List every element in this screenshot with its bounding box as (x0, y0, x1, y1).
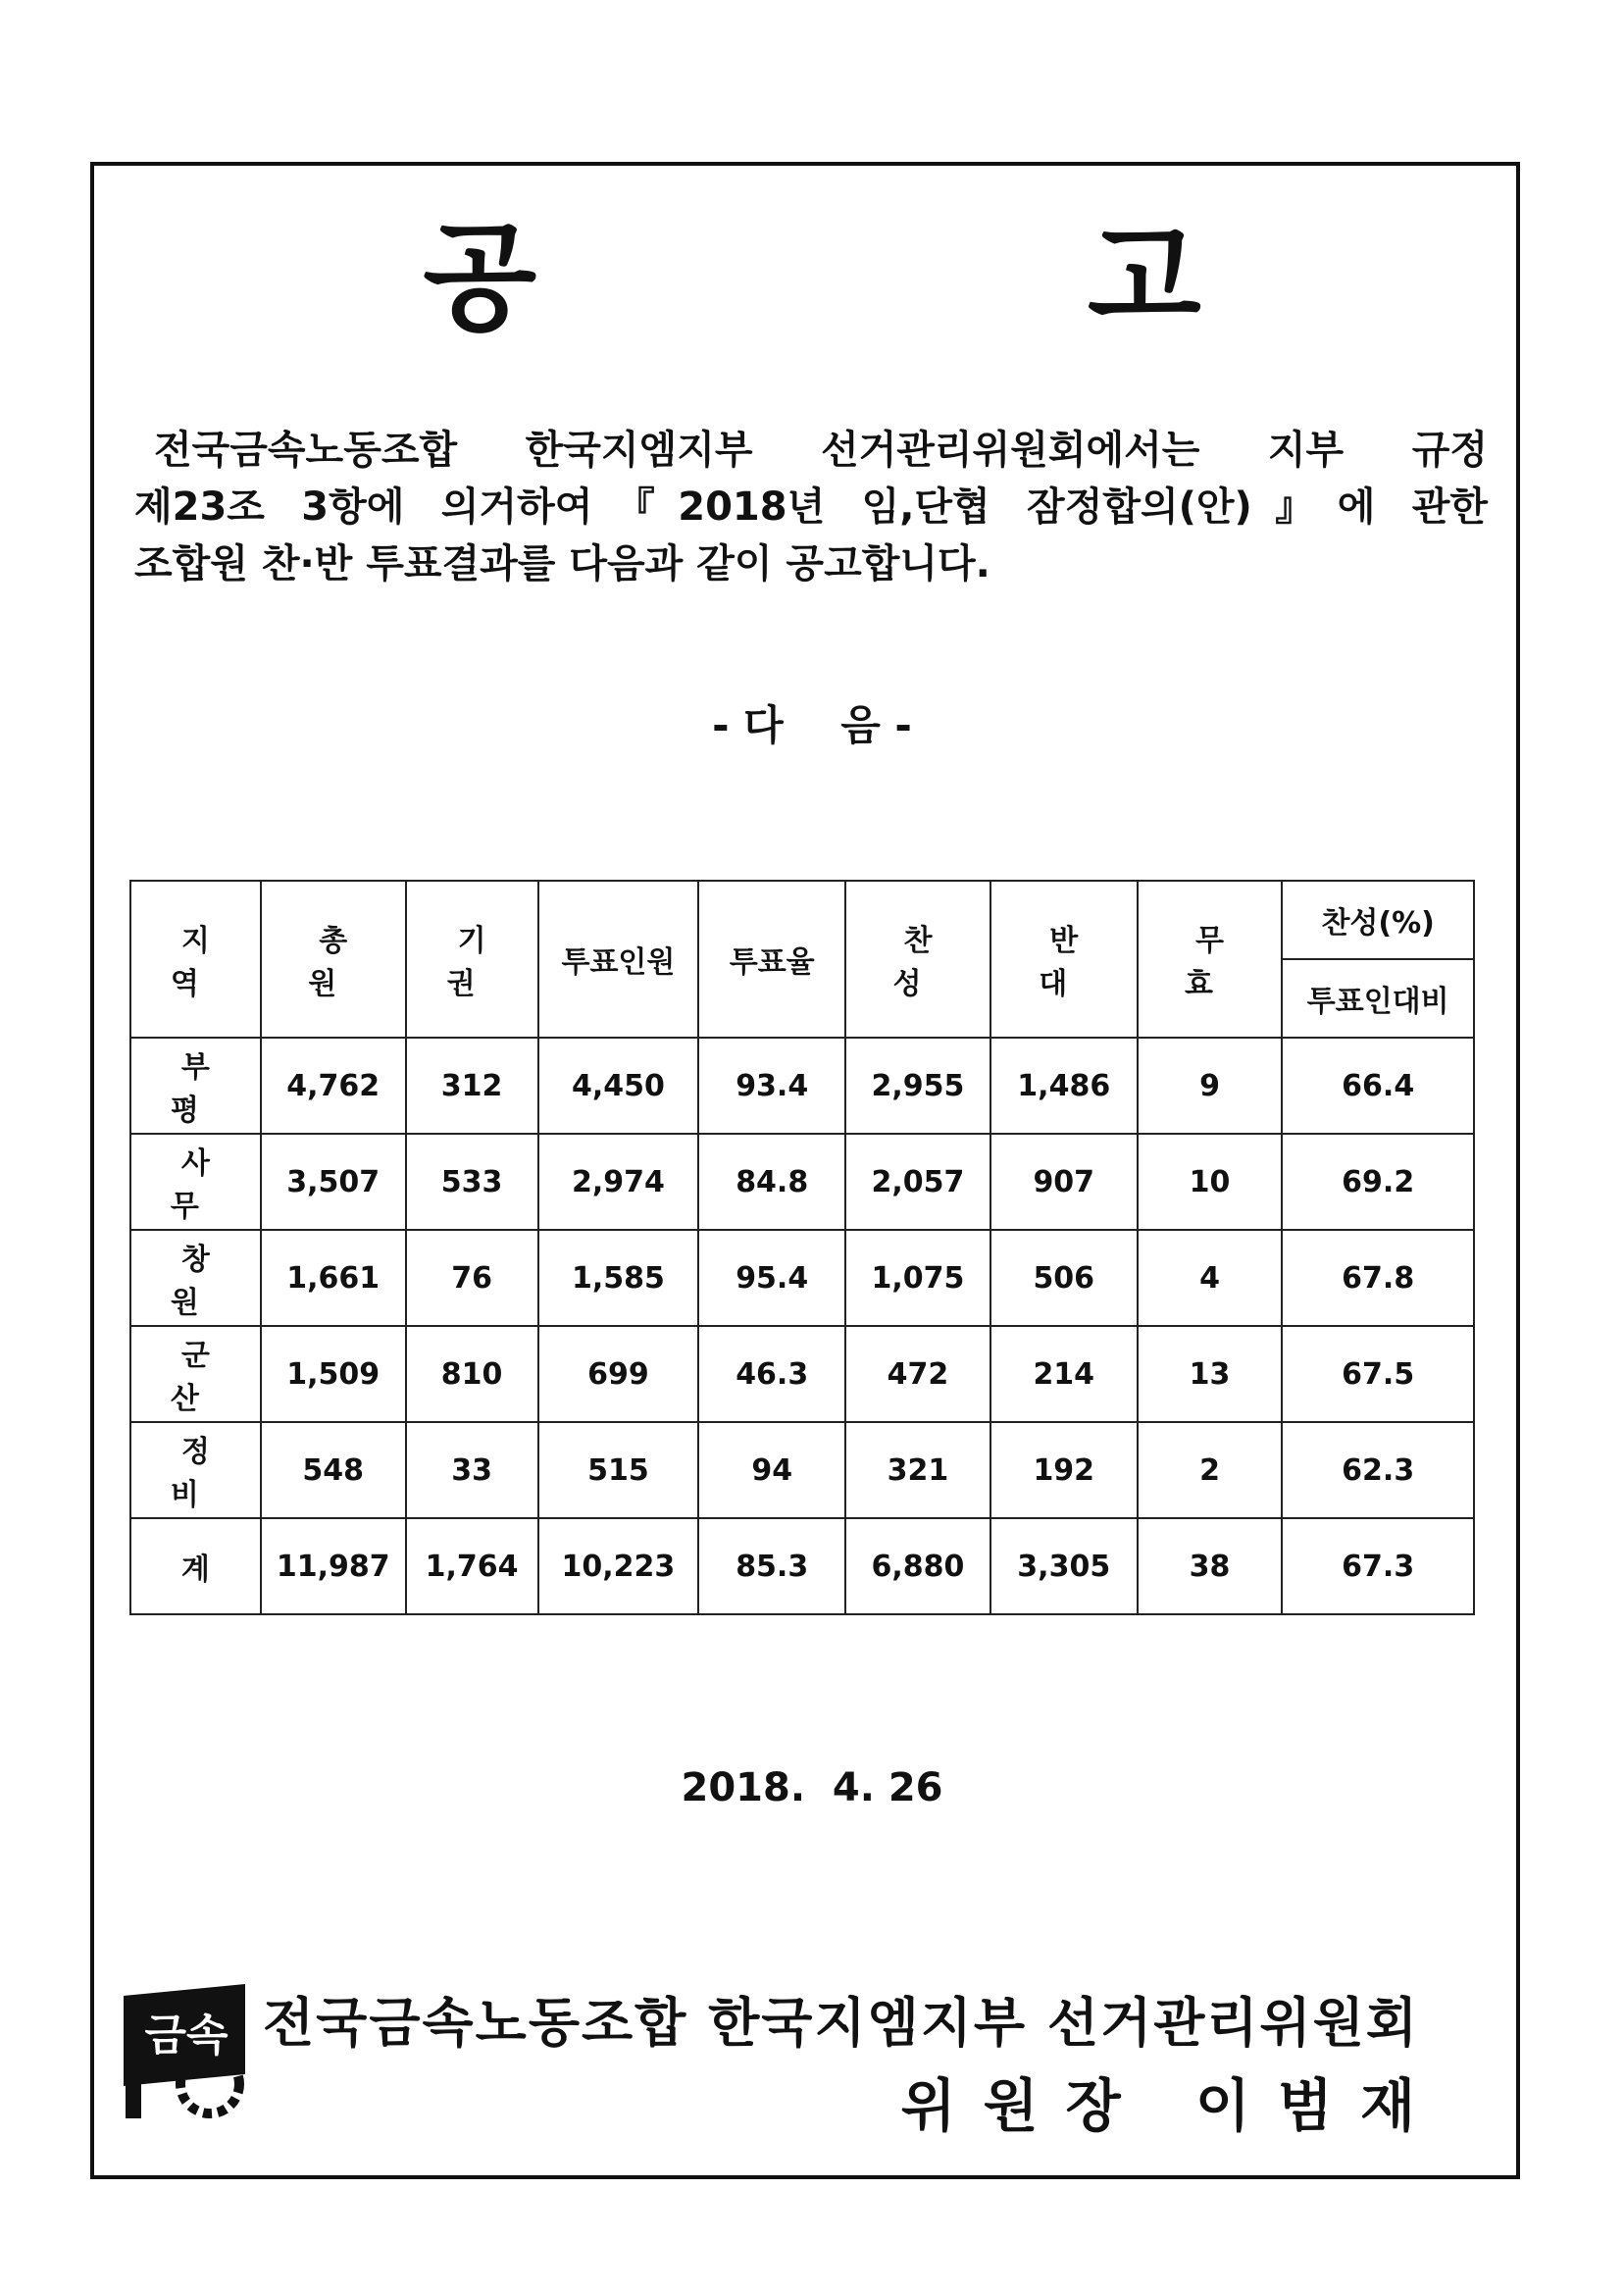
cell-yes: 472 (845, 1326, 990, 1422)
cell-total: 11,987 (261, 1518, 406, 1614)
cell-no: 907 (990, 1134, 1138, 1230)
cell-total: 1,661 (261, 1230, 406, 1326)
cell-invalid: 4 (1138, 1230, 1283, 1326)
cell-voters: 4,450 (538, 1038, 699, 1134)
cell-total: 4,762 (261, 1038, 406, 1134)
cell-abstain: 33 (406, 1422, 538, 1518)
cell-region: 사 무 (130, 1134, 261, 1230)
cell-region: 계 (130, 1518, 261, 1614)
header-yes-pct: 찬성(%) (1282, 881, 1474, 959)
cell-yes-pct: 67.3 (1282, 1518, 1474, 1614)
cell-yes-pct: 69.2 (1282, 1134, 1474, 1230)
cell-no: 3,305 (990, 1518, 1138, 1614)
cell-voters: 1,585 (538, 1230, 699, 1326)
cell-abstain: 76 (406, 1230, 538, 1326)
table-row (130, 1422, 1474, 1518)
intro-line-1: 전국금속노동조합 한국지엠지부 선거관리위원회에서는 지부 규정 (154, 428, 1488, 473)
table-row (130, 1230, 1474, 1326)
header-invalid: 무 효 (1138, 881, 1283, 1038)
cell-invalid: 10 (1138, 1134, 1283, 1230)
vote-results-table (129, 880, 1475, 1615)
intro-line-2: 제23조 3항에 의거하여『2018년 임,단협 잠정합의(안)』에 관한 (134, 484, 1488, 530)
cell-invalid: 38 (1138, 1518, 1283, 1614)
header-no: 반 대 (990, 881, 1138, 1038)
cell-turnout: 95.4 (698, 1230, 845, 1326)
cell-yes: 2,057 (845, 1134, 990, 1230)
union-logo-icon (116, 1976, 253, 2123)
notice-date: 2018. 4. 26 (681, 1765, 943, 1810)
cell-yes-pct: 67.8 (1282, 1230, 1474, 1326)
cell-voters: 10,223 (538, 1518, 699, 1614)
subheading: - 다 음 - (712, 701, 912, 749)
cell-no: 214 (990, 1326, 1138, 1422)
notice-intro (134, 422, 1488, 592)
intro-line-3: 조합원 찬·반 투표결과를 다음과 같이 공고합니다. (134, 541, 990, 586)
signer-name: 위원장 이범재 (900, 2072, 1443, 2139)
cell-abstain: 1,764 (406, 1518, 538, 1614)
cell-yes: 321 (845, 1422, 990, 1518)
cell-yes: 1,075 (845, 1230, 990, 1326)
cell-turnout: 85.3 (698, 1518, 845, 1614)
table-row (130, 1134, 1474, 1230)
cell-invalid: 9 (1138, 1038, 1283, 1134)
cell-no: 192 (990, 1422, 1138, 1518)
cell-no: 1,486 (990, 1038, 1138, 1134)
cell-turnout: 93.4 (698, 1038, 845, 1134)
cell-yes-pct: 62.3 (1282, 1422, 1474, 1518)
cell-voters: 699 (538, 1326, 699, 1422)
cell-invalid: 13 (1138, 1326, 1283, 1422)
cell-region: 정 비 (130, 1422, 261, 1518)
cell-total: 3,507 (261, 1134, 406, 1230)
cell-invalid: 2 (1138, 1422, 1283, 1518)
header-yes-pct-basis: 투표인대비 (1282, 959, 1474, 1038)
header-region: 지 역 (130, 881, 261, 1038)
cell-region: 군 산 (130, 1326, 261, 1422)
table-row (130, 1038, 1474, 1134)
header-yes: 찬 성 (845, 881, 990, 1038)
cell-abstain: 533 (406, 1134, 538, 1230)
cell-turnout: 94 (698, 1422, 845, 1518)
table-row (130, 1326, 1474, 1422)
cell-turnout: 84.8 (698, 1134, 845, 1230)
cell-voters: 2,974 (538, 1134, 699, 1230)
cell-turnout: 46.3 (698, 1326, 845, 1422)
seal-text: 금속 (144, 2011, 228, 2061)
cell-abstain: 810 (406, 1326, 538, 1422)
cell-voters: 515 (538, 1422, 699, 1518)
cell-total: 1,509 (261, 1326, 406, 1422)
cell-yes-pct: 67.5 (1282, 1326, 1474, 1422)
header-total: 총 원 (261, 881, 406, 1038)
header-voters: 투표인원 (538, 881, 699, 1038)
cell-abstain: 312 (406, 1038, 538, 1134)
table-row-total (130, 1518, 1474, 1614)
cell-total: 548 (261, 1422, 406, 1518)
cell-yes-pct: 66.4 (1282, 1038, 1474, 1134)
cell-yes: 6,880 (845, 1518, 990, 1614)
cell-yes: 2,955 (845, 1038, 990, 1134)
header-turnout: 투표율 (698, 881, 845, 1038)
cell-region: 창 원 (130, 1230, 261, 1326)
header-abstain: 기 권 (406, 881, 538, 1038)
organization-name: 전국금속노동조합 한국지엠지부 선거관리위원회 (263, 1992, 1420, 2054)
notice-title: 공 고 (423, 211, 1456, 347)
cell-no: 506 (990, 1230, 1138, 1326)
cell-region: 부 평 (130, 1038, 261, 1134)
